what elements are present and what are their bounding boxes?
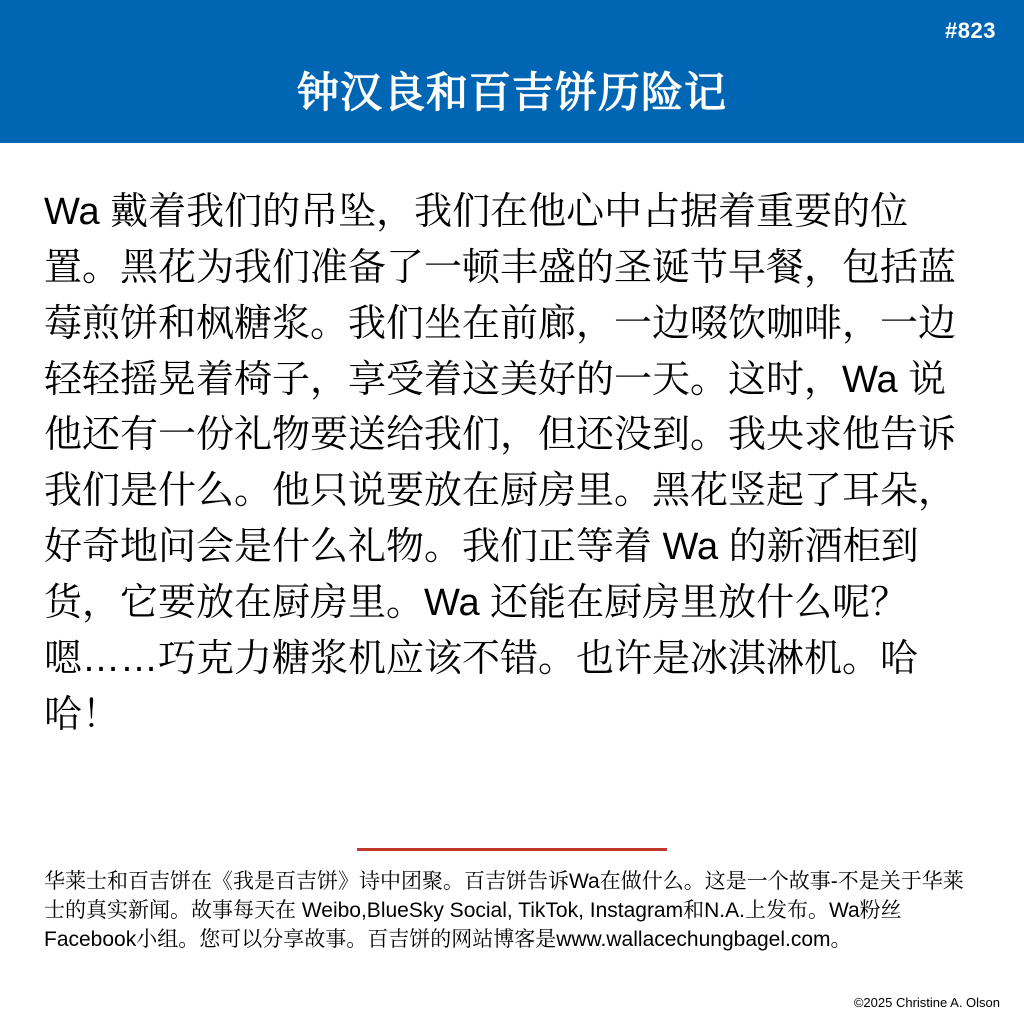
footer: [44, 868, 980, 955]
copyright-notice: ©2025 Christine A. Olson: [853, 995, 1000, 1010]
story-body: [0, 143, 1024, 843]
footer-disclaimer: 华莱士和百吉饼在《我是百吉饼》诗中团聚。百吉饼告诉Wa在做什么。这是一个故事-不是关于华莱士的真实新闻。故事每天在 Weibo,BlueSky Social, TikTok, Instagram和N.A.上发布。Wa粉丝Facebook小组。您可以分享故事。百吉饼的网站博客是www.wallacechungbagel.com。: [44, 870, 964, 951]
issue-number: #823: [945, 18, 996, 43]
story-text: Wa 戴着我们的吊坠，我们在他心中占据着重要的位置。黑花为我们准备了一顿丰盛的圣诞节早餐，包括蓝莓煎饼和枫糖浆。我们坐在前廊，一边啜饮咖啡，一边轻轻摇晃着椅子，享受着这美好的一天。这时，Wa 说他还有一份礼物要送给我们，但还没到。我央求他告诉我们是什么。他只说要放在厨房里。黑花竖起了耳朵，好奇地问会是什么礼物。我们正等着 Wa 的新酒柜到货，它要放在厨房里。Wa 还能在厨房里放什么呢？嗯……巧克力糖浆机应该不错。也许是冰淇淋机。哈哈！: [44, 191, 957, 736]
page-title: 钟汉良和百吉饼历险记: [296, 69, 727, 116]
page-header: [0, 0, 1024, 143]
section-divider: [357, 848, 667, 851]
